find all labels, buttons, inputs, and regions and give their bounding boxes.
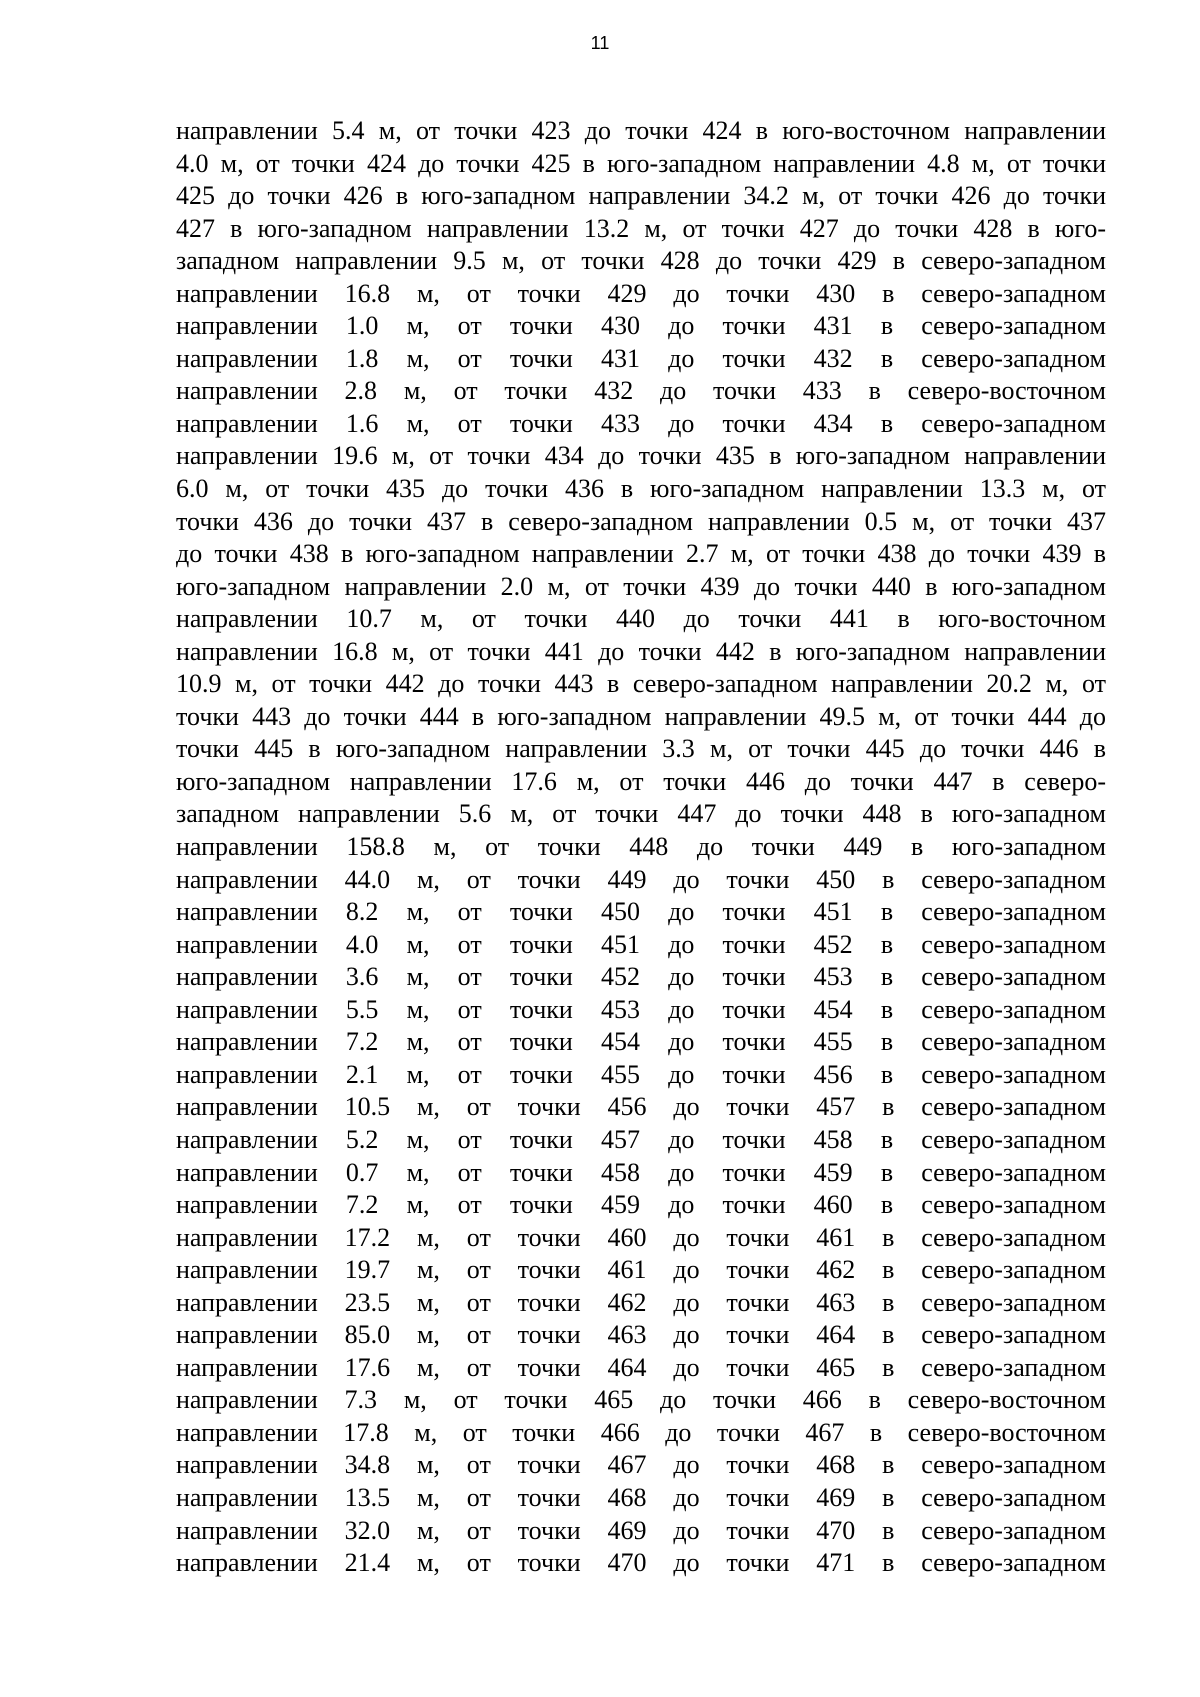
text-line: юго-западном направлении 17.6 м, от точки 446 до точки 447 в северо-: [176, 766, 1106, 796]
text-line: 427 в юго-западном направлении 13.2 м, от точки 427 до точки 428 в юго-: [176, 213, 1106, 243]
text-line: 6.0 м, от точки 435 до точки 436 в юго-западном направлении 13.3 м, от: [176, 474, 1106, 504]
text-line: направлении 44.0 м, от точки 449 до точки 450 в северо-западном: [176, 864, 1106, 894]
text-line: направлении 7.2 м, от точки 459 до точки 460 в северо-западном: [176, 1190, 1106, 1220]
text-line: 10.9 м, от точки 442 до точки 443 в северо-западном направлении 20.2 м, от: [176, 669, 1106, 699]
text-line: направлении 19.6 м, от точки 434 до точки 435 в юго-западном направлении: [176, 441, 1106, 471]
text-line: направлении 5.2 м, от точки 457 до точки 458 в северо-западном: [176, 1124, 1106, 1154]
text-line: направлении 8.2 м, от точки 450 до точки 451 в северо-западном: [176, 897, 1106, 927]
page-number: 11: [590, 33, 610, 53]
text-line: направлении 10.5 м, от точки 456 до точки 457 в северо-западном: [176, 1092, 1106, 1122]
text-line: направлении 3.6 м, от точки 452 до точки 453 в северо-западном: [176, 962, 1106, 992]
text-line: направлении 16.8 м, от точки 441 до точки 442 в юго-западном направлении: [176, 636, 1106, 666]
text-line: направлении 23.5 м, от точки 462 до точки 463 в северо-западном: [176, 1287, 1106, 1317]
text-line: направлении 2.8 м, от точки 432 до точки 433 в северо-восточном: [176, 376, 1106, 406]
text-line: 425 до точки 426 в юго-западном направлении 34.2 м, от точки 426 до точки: [176, 181, 1106, 211]
text-line: направлении 19.7 м, от точки 461 до точки 462 в северо-западном: [176, 1255, 1106, 1285]
body-text: [176, 115, 1106, 1580]
text-line: западном направлении 5.6 м, от точки 447 до точки 448 в юго-западном: [176, 799, 1106, 829]
text-line: направлении 13.5 м, от точки 468 до точки 469 в северо-западном: [176, 1482, 1106, 1512]
text-line: направлении 17.8 м, от точки 466 до точки 467 в северо-восточном: [176, 1417, 1106, 1447]
text-line: до точки 438 в юго-западном направлении 2.7 м, от точки 438 до точки 439 в: [176, 539, 1106, 569]
text-line: направлении 1.0 м, от точки 430 до точки 431 в северо-западном: [176, 311, 1106, 341]
text-line: точки 443 до точки 444 в юго-западном направлении 49.5 м, от точки 444 до: [176, 701, 1106, 731]
text-line: точки 445 в юго-западном направлении 3.3 м, от точки 445 до точки 446 в: [176, 734, 1106, 764]
text-line: направлении 21.4 м, от точки 470 до точки 471 в северо-западном: [176, 1548, 1106, 1578]
text-line: направлении 5.4 м, от точки 423 до точки 424 в юго-восточном направлении: [176, 116, 1106, 145]
text-line: направлении 10.7 м, от точки 440 до точки 441 в юго-восточном: [176, 604, 1106, 634]
text-line: юго-западном направлении 2.0 м, от точки 439 до точки 440 в юго-западном: [176, 571, 1106, 601]
text-line: направлении 7.2 м, от точки 454 до точки 455 в северо-западном: [176, 1027, 1106, 1057]
text-line: направлении 34.8 м, от точки 467 до точки 468 в северо-западном: [176, 1450, 1106, 1480]
text-line: направлении 0.7 м, от точки 458 до точки 459 в северо-западном: [176, 1157, 1106, 1187]
text-line: направлении 158.8 м, от точки 448 до точки 449 в юго-западном: [176, 832, 1106, 862]
text-line: 4.0 м, от точки 424 до точки 425 в юго-западном направлении 4.8 м, от точки: [176, 148, 1106, 178]
text-line: направлении 5.5 м, от точки 453 до точки 454 в северо-западном: [176, 994, 1106, 1024]
text-line: направлении 16.8 м, от точки 429 до точки 430 в северо-западном: [176, 278, 1106, 308]
text-line: направлении 1.8 м, от точки 431 до точки 432 в северо-западном: [176, 343, 1106, 373]
text-line: направлении 2.1 м, от точки 455 до точки 456 в северо-западном: [176, 1059, 1106, 1089]
text-line: направлении 7.3 м, от точки 465 до точки 466 в северо-восточном: [176, 1385, 1106, 1415]
text-line: западном направлении 9.5 м, от точки 428 до точки 429 в северо-западном: [176, 246, 1106, 276]
text-line: точки 436 до точки 437 в северо-западном направлении 0.5 м, от точки 437: [176, 506, 1106, 536]
text-line: направлении 32.0 м, от точки 469 до точки 470 в северо-западном: [176, 1515, 1106, 1545]
text-line: направлении 17.6 м, от точки 464 до точки 465 в северо-западном: [176, 1352, 1106, 1382]
text-line: направлении 4.0 м, от точки 451 до точки 452 в северо-западном: [176, 929, 1106, 959]
text-line: направлении 17.2 м, от точки 460 до точки 461 в северо-западном: [176, 1222, 1106, 1252]
text-line: направлении 1.6 м, от точки 433 до точки 434 в северо-западном: [176, 408, 1106, 438]
text-line: направлении 85.0 м, от точки 463 до точки 464 в северо-западном: [176, 1320, 1106, 1350]
